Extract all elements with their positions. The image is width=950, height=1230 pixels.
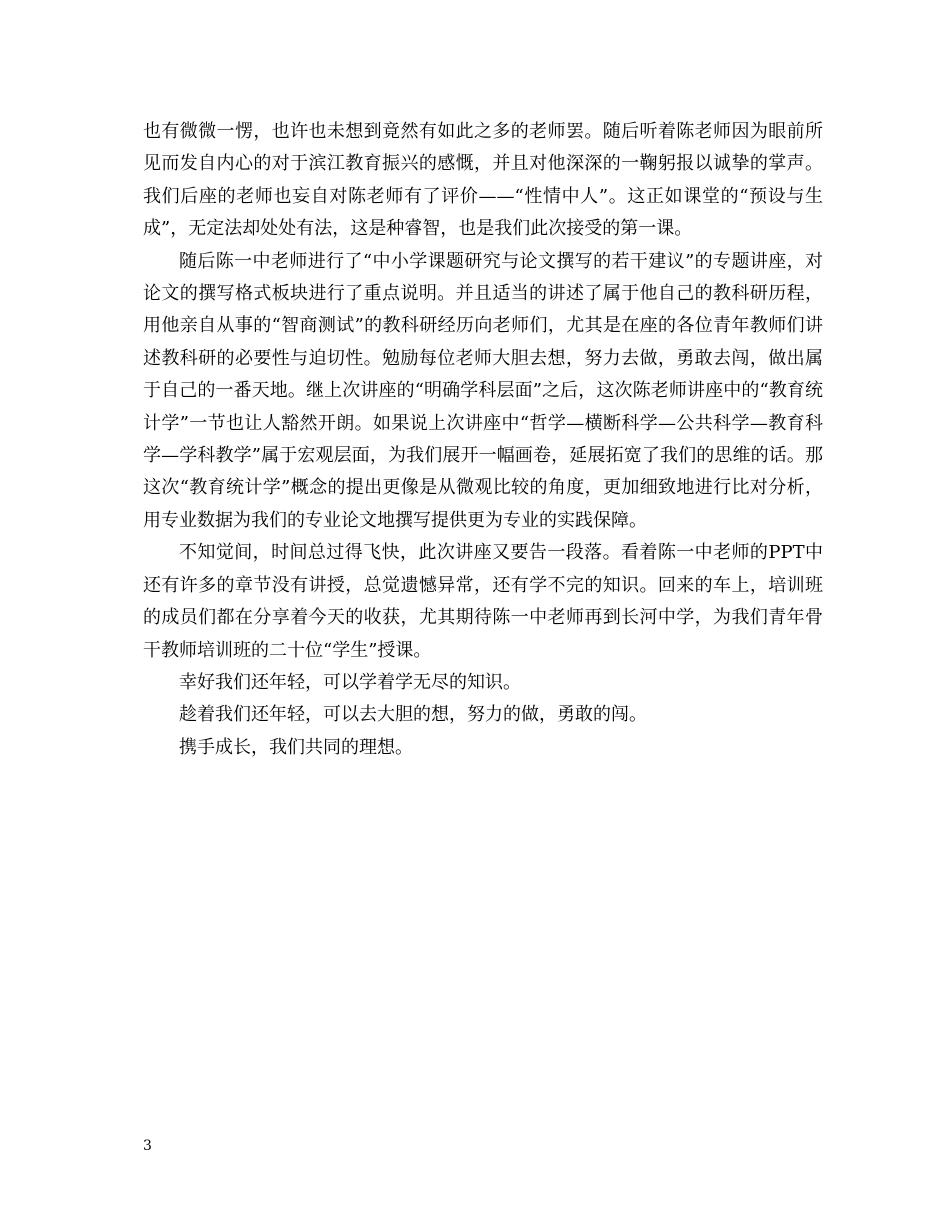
paragraph-1: 也有微微一愣，也许也未想到竟然有如此之多的老师罢。随后听着陈老师因为眼前所见而发自内心的对于滨江教育振兴的感慨，并且对他深深的一鞠躬报以诚挚的掌声。我们后座的老师也妄自对陈老师有了评价——“性情中人”。这正如课堂的“预设与生成”，无定法却处处有法，这是种睿智，也是我们此次接受的第一课。 xyxy=(143,121,823,240)
document-body xyxy=(143,116,823,764)
paragraph-6: 携手成长，我们共同的理想。 xyxy=(179,736,413,758)
paragraph-4: 幸好我们还年轻，可以学着学无尽的知识。 xyxy=(179,671,521,693)
paragraph-5: 趁着我们还年轻，可以去大胆的想，努力的做，勇敢的闯。 xyxy=(179,704,647,726)
paragraph-2: 随后陈一中老师进行了“中小学课题研究与论文撰写的若干建议”的专题讲座，对论文的撰写格式板块进行了重点说明。并且适当的讲述了属于他自己的教科研历程，用他亲自从事的“智商测试”的教科研经历向老师们，尤其是在座的各位青年教师们讲述教科研的必要性与迫切性。勉励每位老师大胆去想，努力去做，勇敢去闯，做出属于自己的一番天地。继上次讲座的“明确学科层面”之后，这次陈老师讲座中的“教育统计学”一节也让人豁然开朗。如果说上次讲座中“哲学—横断科学—公共科学—教育科学—学科教学”属于宏观层面，为我们展开一幅画卷，延展拓宽了我们的思维的话。那这次“教育统计学”概念的提出更像是从微观比较的角度，更加细致地进行比对分析，用专业数据为我们的专业论文地撰写提供更为专业的实践保障。 xyxy=(143,250,823,531)
page-number: 3 xyxy=(143,1138,152,1154)
paragraph-3: 不知觉间，时间总过得飞快，此次讲座又要告一段落。看着陈一中老师的PPT中还有许多的章节没有讲授，总觉遗憾异常，还有学不完的知识。回来的车上，培训班的成员们都在分享着今天的收获，尤其期待陈一中老师再到长河中学，为我们青年骨干教师培训班的二十位“学生”授课。 xyxy=(143,542,823,661)
